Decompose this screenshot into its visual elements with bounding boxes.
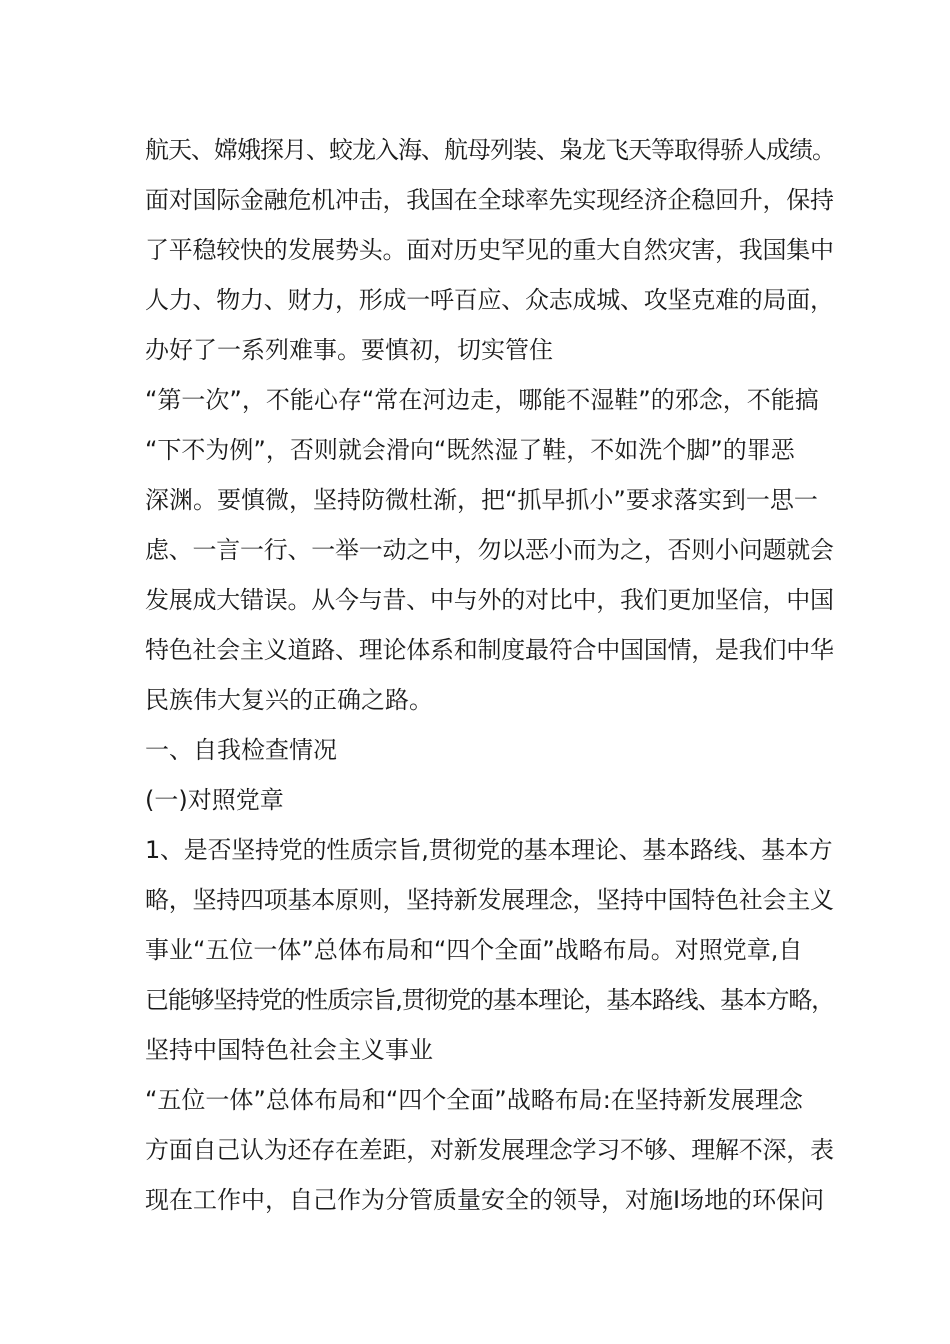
text-line: 航天、嫦娥探月、蛟龙入海、航母列装、枭龙飞天等取得骄人成绩。	[145, 136, 835, 164]
section-heading: 一、自我检查情况	[145, 736, 337, 764]
text-line: “第一次”，不能心存“常在河边走，哪能不湿鞋”的邪念，不能搞	[145, 386, 819, 414]
text-line: 1、是否坚持党的性质宗旨,贯彻党的基本理论、基本路线、基本方	[145, 836, 833, 864]
text-line: “五位一体”总体布局和“四个全面”战略布局:在坚持新发展理念	[145, 1086, 803, 1114]
text-line: 特色社会主义道路、理论体系和制度最符合中国国情，是我们中华	[145, 636, 834, 664]
text-line: 民族伟大复兴的正确之路。	[145, 686, 433, 714]
text-line: 了平稳较快的发展势头。面对历史罕见的重大自然灾害，我国集中	[145, 236, 834, 264]
subsection-heading: (一)对照党章	[145, 786, 284, 814]
text-line: 略，坚持四项基本原则，坚持新发展理念，坚持中国特色社会主义	[145, 886, 834, 914]
text-line: 现在工作中，自己作为分管质量安全的领导，对施Ⅰ场地的环保问	[145, 1186, 825, 1214]
text-line: 深渊。要慎微，坚持防微杜渐，把“抓早抓小”要求落实到一思一	[145, 486, 818, 514]
text-line: 方面自己认为还存在差距，对新发展理念学习不够、理解不深，表	[145, 1136, 834, 1164]
text-line: 坚持中国特色社会主义事业	[145, 1036, 433, 1064]
text-line: 虑、一言一行、一举一动之中，勿以恶小而为之，否则小问题就会	[145, 536, 834, 564]
text-line: 发展成大错误。从今与昔、中与外的对比中，我们更加坚信，中国	[145, 586, 834, 614]
text-line: 已能够坚持党的性质宗旨,贯彻党的基本理论，基本路线、基本方略，	[145, 986, 834, 1014]
text-line: 事业“五位一体”总体布局和“四个全面”战略布局。对照党章,自	[145, 936, 803, 964]
text-line: “下不为例”，否则就会滑向“既然湿了鞋，不如洗个脚”的罪恶	[145, 436, 795, 464]
text-line: 面对国际金融危机冲击，我国在全球率先实现经济企稳回升，保持	[145, 186, 834, 214]
text-line: 办好了一系列难事。要慎初，切实管住	[145, 336, 553, 364]
text-line: 人力、物力、财力，形成一呼百应、众志成城、攻坚克难的局面，	[145, 286, 834, 314]
